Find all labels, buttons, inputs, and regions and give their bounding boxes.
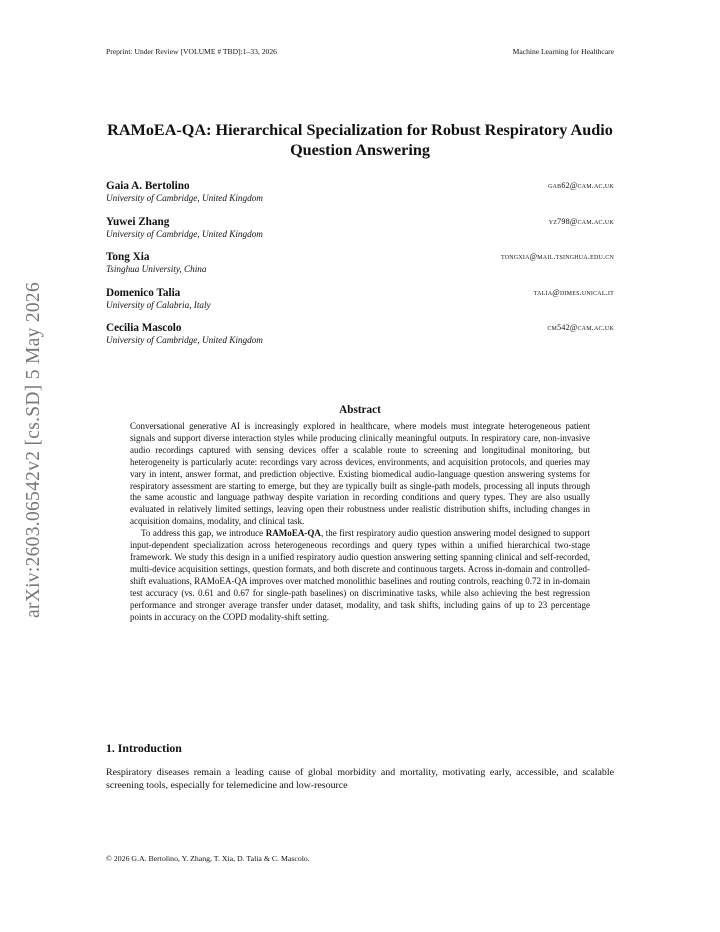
author-name: Domenico Talia [106, 286, 181, 299]
author-name: Gaia A. Bertolino [106, 180, 190, 192]
author-email: talia@dimes.unical.it [533, 287, 614, 297]
abstract-body [130, 421, 590, 623]
running-header [106, 47, 614, 56]
introduction-text: Respiratory diseases remain a leading cause of global morbidity and mortality, motivating early, accessible, and scalable screening tools, especially for telemedicine and low-resource [106, 767, 614, 791]
author-affiliation: University of Cambridge, United Kingdom [106, 335, 263, 345]
author-email: yz798@cam.ac.uk [548, 216, 614, 226]
abstract-paragraph-2 [130, 528, 590, 623]
author-entry [106, 250, 614, 286]
abstract-paragraph-1: Conversational generative AI is increasingly explored in healthcare, where models must integrate heterogeneous patient signals and support diverse interaction styles while producing clinically meaningful outputs. In respiratory care, non-invasive audio recordings captured with sensing devices offer a scalable route to screening and longitudinal monitoring, but heterogeneity is particularly acute: recordings vary across devices, environments, and acquisition protocols, and queries may vary in intent, answer format, and prediction objective. Existing biomedical audio-language question answering systems for respiratory assessment are starting to emerge, but they are typically built as single-path models, processing all inputs through the same acoustic and language pathway despite variation in recording conditions and query types. They are also usually evaluated in relatively limited settings, leaving open their robustness under realistic distribution shifts, including changes in acquisition domains, modality, and clinical task. [130, 421, 590, 527]
author-email: gab62@cam.ac.uk [548, 181, 614, 190]
arxiv-stamp: arXiv:2603.06542v2 [cs.SD] 5 May 2026 [23, 281, 44, 619]
author-email: cm542@cam.ac.uk [547, 323, 614, 332]
author-list [106, 179, 614, 357]
author-entry [106, 215, 614, 251]
author-name: Tong Xia [106, 251, 150, 263]
author-entry [106, 321, 614, 357]
header-venue: Preprint: Under Review [VOLUME # TBD]:1–33, 2026 [106, 47, 277, 56]
abstract-text: To address this gap, we introduce [141, 528, 266, 539]
author-affiliation: University of Calabria, Italy [106, 299, 211, 310]
paper-title: RAMoEA-QA: Hierarchical Specialization for Robust Respiratory Audio Question Answering [107, 121, 613, 159]
author-entry [106, 179, 614, 215]
author-affiliation: University of Cambridge, United Kingdom [106, 228, 263, 239]
abstract-text: , the first respiratory audio question answering model designed to support input-dependent specialization across heterogeneous recordings and query types within a unified hierarchical two-stage framework. We study this design in a unified respiratory audio question answering setting spanning clinical and self-recorded, multi-device acquisition settings, question formats, and both discrete and continuous targets. Across in-domain and controlled-shift evaluations, RAMoEA-QA improves over matched monolithic baselines and routing controls, reaching 0.72 in in-domain test accuracy (vs. 0.61 and 0.67 for single-path baselines) on discriminative tasks, while also achieving the best regression performance and stronger average transfer under dataset, modality, and task shifts, including gains of up to 23 percentage points in accuracy on the COPD modality-shift setting. [130, 528, 590, 622]
section-heading-introduction: 1. Introduction [106, 741, 182, 755]
copyright-notice: © 2026 G.A. Bertolino, Y. Zhang, T. Xia, D. Talia & C. Mascolo. [106, 854, 310, 863]
author-email: tongxia@mail.tsinghua.edu.cn [500, 252, 614, 261]
author-affiliation: University of Cambridge, United Kingdom [106, 193, 263, 203]
author-affiliation: Tsinghua University, China [106, 264, 207, 274]
author-entry [106, 286, 614, 322]
header-journal: Machine Learning for Healthcare [512, 47, 614, 56]
author-name: Yuwei Zhang [106, 215, 170, 228]
abstract-heading: Abstract [339, 404, 381, 416]
author-name: Cecilia Mascolo [106, 322, 182, 334]
model-name: RAMoEA-QA [265, 528, 321, 539]
